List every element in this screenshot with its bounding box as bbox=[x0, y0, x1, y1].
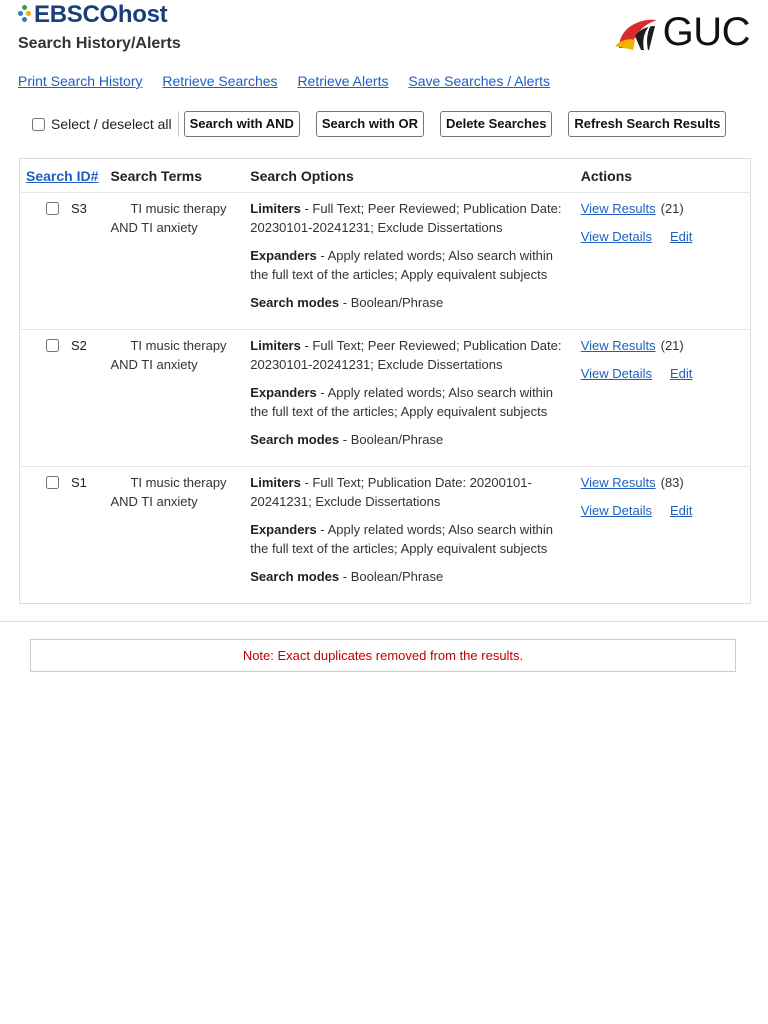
view-results-link[interactable]: View Results bbox=[580, 201, 656, 216]
actions-cell bbox=[575, 193, 751, 330]
row-select-checkbox[interactable] bbox=[46, 476, 59, 489]
save-searches-alerts-link[interactable]: Save Searches / Alerts bbox=[408, 73, 551, 89]
search-options-cell bbox=[244, 467, 574, 604]
page-title: Search History/Alerts bbox=[18, 35, 181, 52]
search-terms-cell bbox=[104, 193, 244, 330]
limiters: Limiters - Full Text; Peer Reviewed; Publication Date: 20230101-20241231; Exclude Dissertations bbox=[250, 338, 562, 372]
section-divider bbox=[0, 621, 768, 622]
limiters: Limiters - Full Text; Peer Reviewed; Publication Date: 20230101-20241231; Exclude Dissertations bbox=[250, 201, 562, 235]
actions-cell bbox=[575, 467, 751, 604]
edit-link[interactable]: Edit bbox=[670, 229, 693, 244]
expanders: Expanders - Apply related words; Also search within the full text of the articles; Apply equivalent subjects bbox=[250, 522, 554, 556]
view-results-link[interactable]: View Results bbox=[580, 338, 656, 353]
search-id: S2 bbox=[71, 338, 87, 353]
toolbar-divider bbox=[178, 111, 179, 137]
search-with-or-button[interactable]: Search with OR bbox=[316, 111, 424, 137]
table-row bbox=[20, 193, 751, 330]
edit-link[interactable]: Edit bbox=[670, 366, 693, 381]
sort-by-search-id-link[interactable]: Search ID# bbox=[26, 167, 99, 184]
actions-cell bbox=[575, 330, 751, 467]
row-select-checkbox[interactable] bbox=[46, 339, 59, 352]
search-id-cell bbox=[20, 330, 105, 467]
print-search-history-link[interactable]: Print Search History bbox=[18, 73, 143, 89]
search-id-cell bbox=[20, 193, 105, 330]
search-terms-cell bbox=[104, 467, 244, 604]
row-select-checkbox[interactable] bbox=[46, 202, 59, 215]
view-results-link[interactable]: View Results bbox=[580, 475, 656, 490]
result-count: (83) bbox=[660, 475, 684, 490]
search-modes: Search modes - Boolean/Phrase bbox=[250, 432, 444, 447]
search-id: S3 bbox=[71, 201, 87, 216]
search-history-table bbox=[19, 158, 751, 604]
retrieve-alerts-link[interactable]: Retrieve Alerts bbox=[297, 73, 389, 89]
result-count: (21) bbox=[660, 201, 684, 216]
top-links bbox=[18, 73, 566, 89]
search-terms: TI music therapy AND TI anxiety bbox=[110, 201, 227, 235]
search-id: S1 bbox=[71, 475, 87, 490]
column-header-search-options: Search Options bbox=[250, 167, 354, 184]
search-modes: Search modes - Boolean/Phrase bbox=[250, 295, 444, 310]
table-row bbox=[20, 330, 751, 467]
search-terms: TI music therapy AND TI anxiety bbox=[110, 338, 227, 372]
result-count: (21) bbox=[660, 338, 684, 353]
view-details-link[interactable]: View Details bbox=[580, 503, 652, 518]
guc-emblem-icon bbox=[613, 10, 661, 54]
select-all-checkbox[interactable] bbox=[32, 118, 45, 131]
ebscohost-logo[interactable] bbox=[18, 2, 167, 28]
table-row bbox=[20, 467, 751, 604]
table-header-row bbox=[20, 159, 751, 193]
refresh-search-results-button[interactable]: Refresh Search Results bbox=[568, 111, 726, 137]
column-header-search-id bbox=[20, 159, 105, 193]
delete-searches-button[interactable]: Delete Searches bbox=[440, 111, 552, 137]
select-all-label: Select / deselect all bbox=[51, 116, 172, 132]
search-with-and-button[interactable]: Search with AND bbox=[184, 111, 300, 137]
search-id-cell bbox=[20, 467, 105, 604]
search-terms-cell bbox=[104, 330, 244, 467]
institution-name: GUC bbox=[662, 10, 750, 54]
view-details-link[interactable]: View Details bbox=[580, 229, 652, 244]
duplicates-note: Note: Exact duplicates removed from the results. bbox=[30, 639, 736, 672]
brand-name: EBSCOhost bbox=[34, 1, 168, 28]
retrieve-searches-link[interactable]: Retrieve Searches bbox=[162, 73, 278, 89]
column-header-search-terms: Search Terms bbox=[110, 167, 203, 184]
expanders: Expanders - Apply related words; Also search within the full text of the articles; Apply equivalent subjects bbox=[250, 385, 554, 419]
column-header-actions: Actions bbox=[580, 167, 633, 184]
ebsco-dots-icon bbox=[18, 4, 32, 26]
search-options-cell bbox=[244, 330, 574, 467]
limiters: Limiters - Full Text; Publication Date: 20200101-20241231; Exclude Dissertations bbox=[250, 475, 532, 509]
search-modes: Search modes - Boolean/Phrase bbox=[250, 569, 444, 584]
institution-logo bbox=[613, 10, 750, 54]
search-terms: TI music therapy AND TI anxiety bbox=[110, 475, 227, 509]
expanders: Expanders - Apply related words; Also search within the full text of the articles; Apply equivalent subjects bbox=[250, 248, 554, 282]
view-details-link[interactable]: View Details bbox=[580, 366, 652, 381]
history-toolbar bbox=[32, 111, 742, 137]
edit-link[interactable]: Edit bbox=[670, 503, 693, 518]
search-options-cell bbox=[244, 193, 574, 330]
